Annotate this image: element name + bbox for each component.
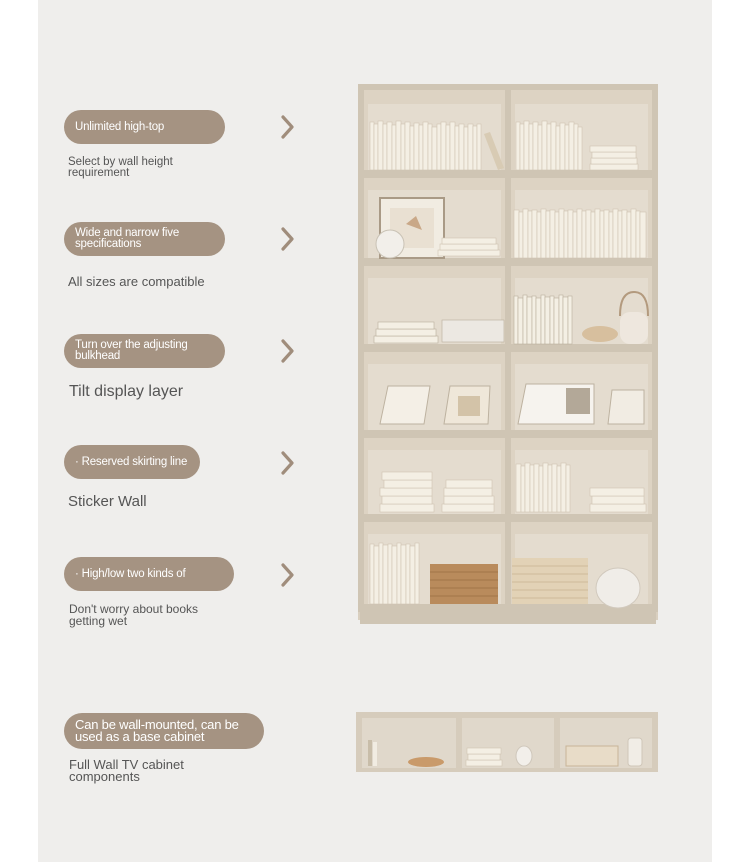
feature-label: Unlimited high-top <box>75 120 165 133</box>
feature-description: All sizes are compatible <box>68 274 205 289</box>
feature-pill-4 <box>64 445 200 479</box>
feature-label: · High/low two kinds of <box>75 567 186 580</box>
chevron-right-icon <box>278 562 298 588</box>
feature-pill-2 <box>64 222 225 256</box>
feature-description: Sticker Wall <box>68 493 147 510</box>
feature-description: Select by wall height requirement <box>68 156 173 179</box>
feature-label: Wide and narrow five specifications <box>75 227 180 250</box>
chevron-right-icon <box>278 450 298 476</box>
chevron-right-icon <box>278 338 298 364</box>
feature-pill-3 <box>64 334 225 368</box>
tv-cabinet-image <box>356 712 658 774</box>
bookcase-image <box>358 84 658 624</box>
feature-pill-6 <box>64 713 264 749</box>
feature-label: Turn over the adjusting bulkhead <box>75 339 188 362</box>
feature-description: Tilt display layer <box>69 383 184 400</box>
feature-description: Don't worry about books getting wet <box>69 602 199 628</box>
feature-label: Can be wall-mounted, can be used as a base cabinet <box>75 717 239 744</box>
feature-pill-5 <box>64 557 234 591</box>
feature-description: Full Wall TV cabinet components <box>69 757 184 784</box>
feature-label: · Reserved skirting line <box>75 455 188 468</box>
feature-pill-1 <box>64 110 225 144</box>
chevron-right-icon <box>278 226 298 252</box>
chevron-right-icon <box>278 114 298 140</box>
